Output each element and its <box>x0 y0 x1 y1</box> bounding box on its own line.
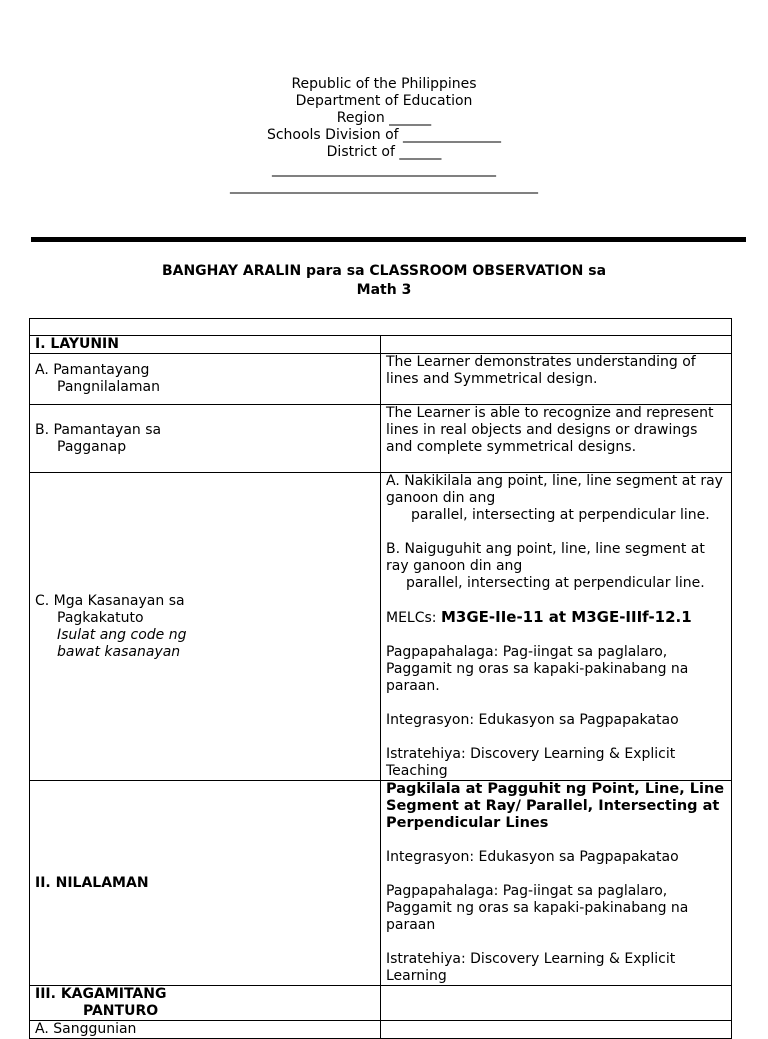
melcs-codes: M3GE-IIe-11 at M3GE-IIIf-12.1 <box>440 608 692 626</box>
table-row <box>30 986 732 1021</box>
nilalaman-topic: Pagkilala at Pagguhit ng Point, Line, Line Segment at Ray/ Parallel, Intersecting at Perpendicular Lines <box>386 781 725 831</box>
c-label-line-3: Isulat ang code ng <box>57 626 187 643</box>
layunin-blank-cell <box>381 336 732 354</box>
nilalaman-integrasyon: Integrasyon: Edukasyon sa Pagpapakatao <box>386 849 679 865</box>
objective-b: B. Naiguguhit ang point, line, line segment at ray ganoon din ang <box>386 541 705 574</box>
a-label-line-2: Pangnilalaman <box>57 379 160 395</box>
c-label-line-1: C. Mga Kasanayan sa <box>35 592 185 609</box>
table-top-blank-cell <box>30 319 732 336</box>
layunin-heading: I. LAYUNIN <box>30 336 381 354</box>
sanggunian-label: A. Sanggunian <box>30 1021 381 1039</box>
header-republic: Republic of the Philippines <box>291 76 477 92</box>
lesson-plan-table <box>29 318 732 1039</box>
pamantayang-pangnilalaman-content: The Learner demonstrates understanding of lines and Symmetrical design. <box>381 354 732 405</box>
c-label-line-4: bawat kasanayan <box>57 643 181 660</box>
kagamitan-line-2: PANTURO <box>83 1003 159 1019</box>
nilalaman-istratehiya: Istratehiya: Discovery Learning & Explicit Learning <box>386 951 676 984</box>
mga-kasanayan-content <box>381 473 732 781</box>
plan-title-line-1: BANGHAY ARALIN para sa CLASSROOM OBSERVATION sa <box>161 263 607 279</box>
pamantayan-sa-pagganap-content: The Learner is able to recognize and represent lines in real objects and designs or drawings and complete symmetrical designs. <box>381 405 732 473</box>
mga-kasanayan-label <box>30 473 381 781</box>
table-row <box>30 1021 732 1039</box>
integrasyon-text: Integrasyon: Edukasyon sa Pagpapakatao <box>386 712 679 728</box>
b-label-line-2: Pagganap <box>57 438 127 455</box>
pamantayan-sa-pagganap-label <box>30 405 381 473</box>
nilalaman-heading: II. NILALAMAN <box>30 781 381 986</box>
c-label-line-2: Pagkakatuto <box>57 609 144 626</box>
nilalaman-content <box>381 781 732 986</box>
melcs-label: MELCs: <box>386 610 441 626</box>
objective-b-cont: parallel, intersecting at perpendicular line. <box>406 575 705 591</box>
kagamitan-line-1: III. KAGAMITANG <box>35 986 167 1002</box>
table-row <box>30 473 732 781</box>
kagamitan-blank-cell <box>381 986 732 1021</box>
header-division: Schools Division of ______________ <box>266 127 502 143</box>
a-label-line-1: A. Pamantayang <box>35 362 150 378</box>
istratehiya-text: Istratehiya: Discovery Learning & Explicit Teaching <box>386 746 676 779</box>
table-row <box>30 336 732 354</box>
sanggunian-blank-cell <box>381 1021 732 1039</box>
header-department: Department of Education <box>295 93 473 109</box>
header-district: District of ______ <box>326 144 442 160</box>
kagamitang-panturo-heading <box>30 986 381 1021</box>
objective-a: A. Nakikilala ang point, line, line segment at ray ganoon din ang <box>386 473 723 506</box>
pagpapahalaga-text: Pagpapahalaga: Pag-iingat sa paglalaro, Paggamit ng oras sa kapaki-pakinabang na paraan. <box>386 644 689 694</box>
b-label-line-1: B. Pamantayan sa <box>35 421 162 438</box>
table-row <box>30 354 732 405</box>
nilalaman-pagpapahalaga: Pagpapahalaga: Pag-iingat sa paglalaro, Paggamit ng oras sa kapaki-pakinabang na paraan <box>386 883 689 933</box>
header-divider <box>31 237 746 242</box>
header-region: Region ______ <box>336 110 432 126</box>
objective-a-cont: parallel, intersecting at perpendicular line. <box>411 507 710 523</box>
header-blank-line-1: ________________________________ <box>272 161 496 177</box>
header-blank-line-2: ____________________________________________ <box>230 178 538 194</box>
table-row <box>30 319 732 336</box>
table-row <box>30 781 732 986</box>
pamantayang-pangnilalaman-label <box>30 354 381 405</box>
table-row <box>30 405 732 473</box>
plan-title-line-2: Math 3 <box>356 282 412 298</box>
